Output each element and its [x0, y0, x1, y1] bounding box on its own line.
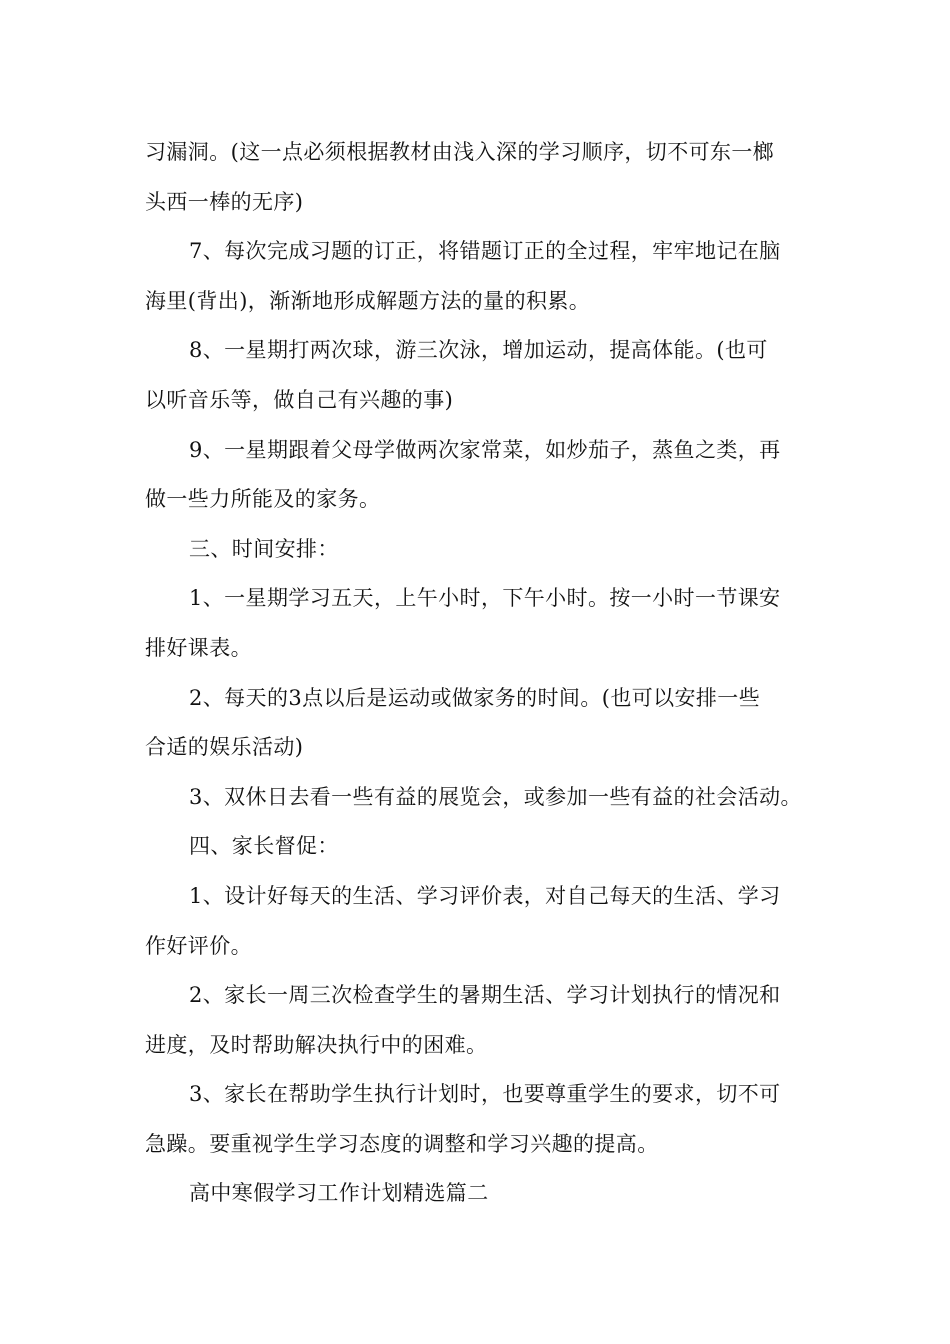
list-item-3: 3、双休日去看一些有益的展览会，或参加一些有益的社会活动。	[189, 784, 802, 809]
section-heading-parent-supervision: 四、家长督促：	[189, 834, 339, 859]
text-line: 做一些力所能及的家务。	[145, 487, 381, 512]
list-item-1: 1、一星期学习五天，上午小时，下午小时。按一小时一节课安	[189, 586, 781, 611]
list-item-8: 8、一星期打两次球，游三次泳，增加运动，提高体能。(也可	[189, 338, 768, 363]
list-item-3: 3、家长在帮助学生执行计划时，也要尊重学生的要求，切不可	[189, 1082, 781, 1107]
text-line: 排好课表。	[145, 635, 252, 660]
list-item-9: 9、一星期跟着父母学做两次家常菜，如炒茄子，蒸鱼之类，再	[189, 437, 781, 462]
list-item-2: 2、家长一周三次检查学生的暑期生活、学习计划执行的情况和	[189, 983, 781, 1008]
text-line: 以听音乐等，做自己有兴趣的事)	[145, 387, 454, 412]
text-line: 急躁。要重视学生学习态度的调整和学习兴趣的提高。	[145, 1131, 659, 1156]
text-line: 头西一棒的无序)	[145, 189, 304, 214]
list-item-1: 1、设计好每天的生活、学习评价表，对自己每天的生活、学习	[189, 883, 781, 908]
list-item-2: 2、每天的3点以后是运动或做家务的时间。(也可以安排一些	[189, 685, 761, 710]
text-line: 作好评价。	[145, 933, 252, 958]
section-title-part-two: 高中寒假学习工作计划精选篇二	[189, 1181, 489, 1206]
document-body	[145, 128, 815, 1219]
list-item-7: 7、每次完成习题的订正，将错题订正的全过程，牢牢地记在脑	[189, 239, 781, 264]
text-line: 合适的娱乐活动)	[145, 735, 304, 760]
section-heading-time-arrangement: 三、时间安排：	[189, 536, 339, 561]
text-line: 习漏洞。(这一点必须根据教材由浅入深的学习顺序，切不可东一榔	[145, 140, 775, 164]
text-line: 进度，及时帮助解决执行中的困难。	[145, 1032, 488, 1057]
text-line: 海里(背出)，渐渐地形成解题方法的量的积累。	[145, 288, 591, 313]
